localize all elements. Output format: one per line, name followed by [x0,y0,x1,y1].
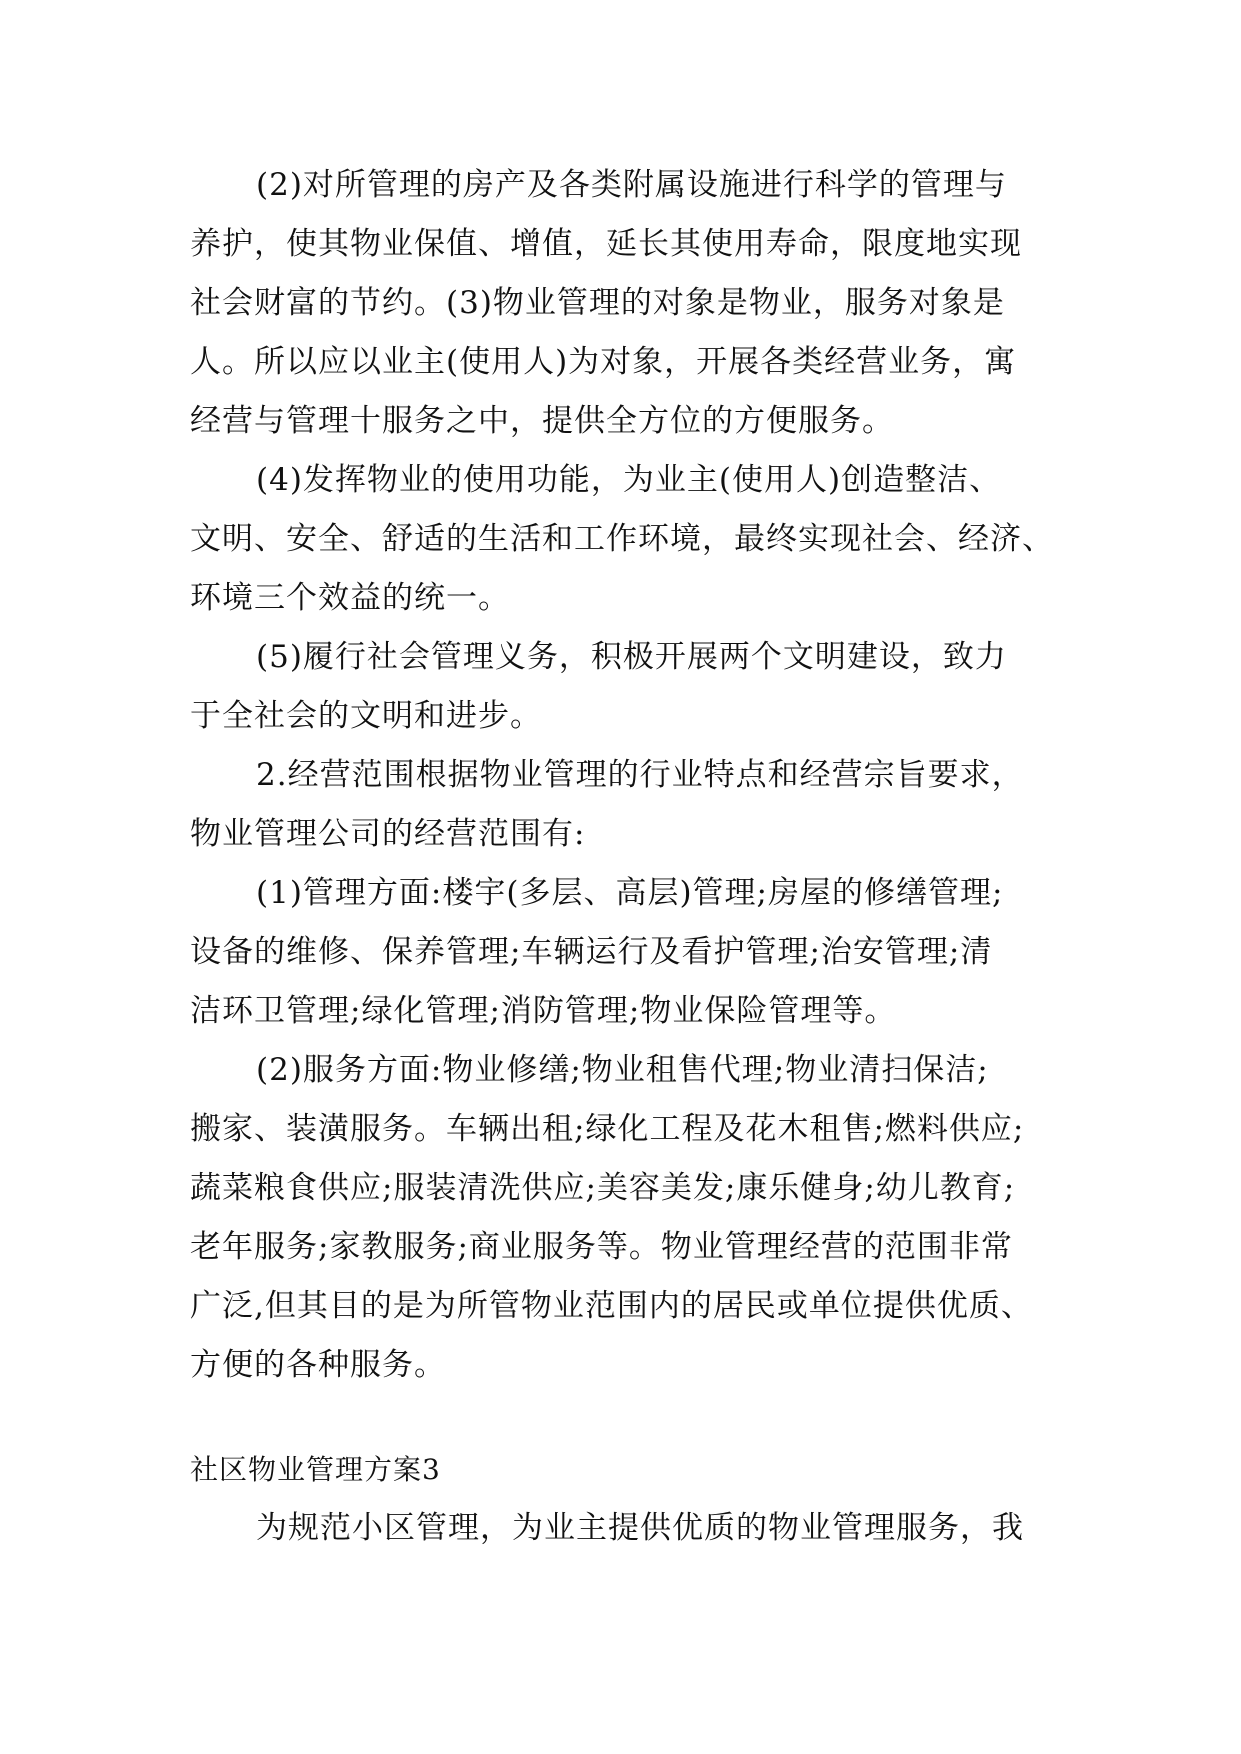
text-line: 社会财富的节约。(3)物业管理的对象是物业，服务对象是 [190,285,1005,321]
text-line: 养护，使其物业保值、增值，延长其使用寿命，限度地实现 [190,226,1022,262]
text-line: 搬家、装潢服务。车辆出租;绿化工程及花木租售;燃料供应; [190,1111,1025,1147]
text-line: 环境三个效益的统一。 [190,580,510,616]
text-line: 蔬菜粮食供应;服装清洗供应;美容美发;康乐健身;幼儿教育; [190,1170,1016,1206]
text-line: (5)履行社会管理义务，积极开展两个文明建设，致力 [256,639,1007,675]
text-line: (2)服务方面:物业修缮;物业租售代理;物业清扫保洁; [256,1052,989,1088]
text-line: 洁环卫管理;绿化管理;消防管理;物业保险管理等。 [190,993,897,1029]
text-line: 人。所以应以业主(使用人)为对象，开展各类经营业务，寓 [190,344,1017,380]
text-line: 老年服务;家教服务;商业服务等。物业管理经营的范围非常 [190,1229,1013,1265]
text-line: 方便的各种服务。 [190,1347,446,1383]
text-line: 广泛,但其目的是为所管物业范围内的居民或单位提供优质、 [190,1288,1033,1324]
text-line: 于全社会的文明和进步。 [190,698,542,734]
text-line: 2.经营范围根据物业管理的行业特点和经营宗旨要求， [256,757,1024,793]
text-line: 为规范小区管理，为业主提供优质的物业管理服务，我 [256,1510,1024,1546]
section-heading: 社区物业管理方案3 [190,1453,441,1486]
text-line: 经营与管理十服务之中，提供全方位的方便服务。 [190,403,894,439]
text-line: (1)管理方面:楼宇(多层、高层)管理;房屋的修缮管理; [256,875,1004,911]
text-line: (2)对所管理的房产及各类附属设施进行科学的管理与 [256,167,1007,203]
text-line: 设备的维修、保养管理;车辆运行及看护管理;治安管理;清 [190,934,993,970]
text-line: (4)发挥物业的使用功能，为业主(使用人)创造整洁、 [256,462,1002,498]
text-line: 物业管理公司的经营范围有: [190,816,586,852]
document-body [190,156,1052,1395]
text-line: 文明、安全、舒适的生活和工作环境，最终实现社会、经济、 [190,521,1054,557]
